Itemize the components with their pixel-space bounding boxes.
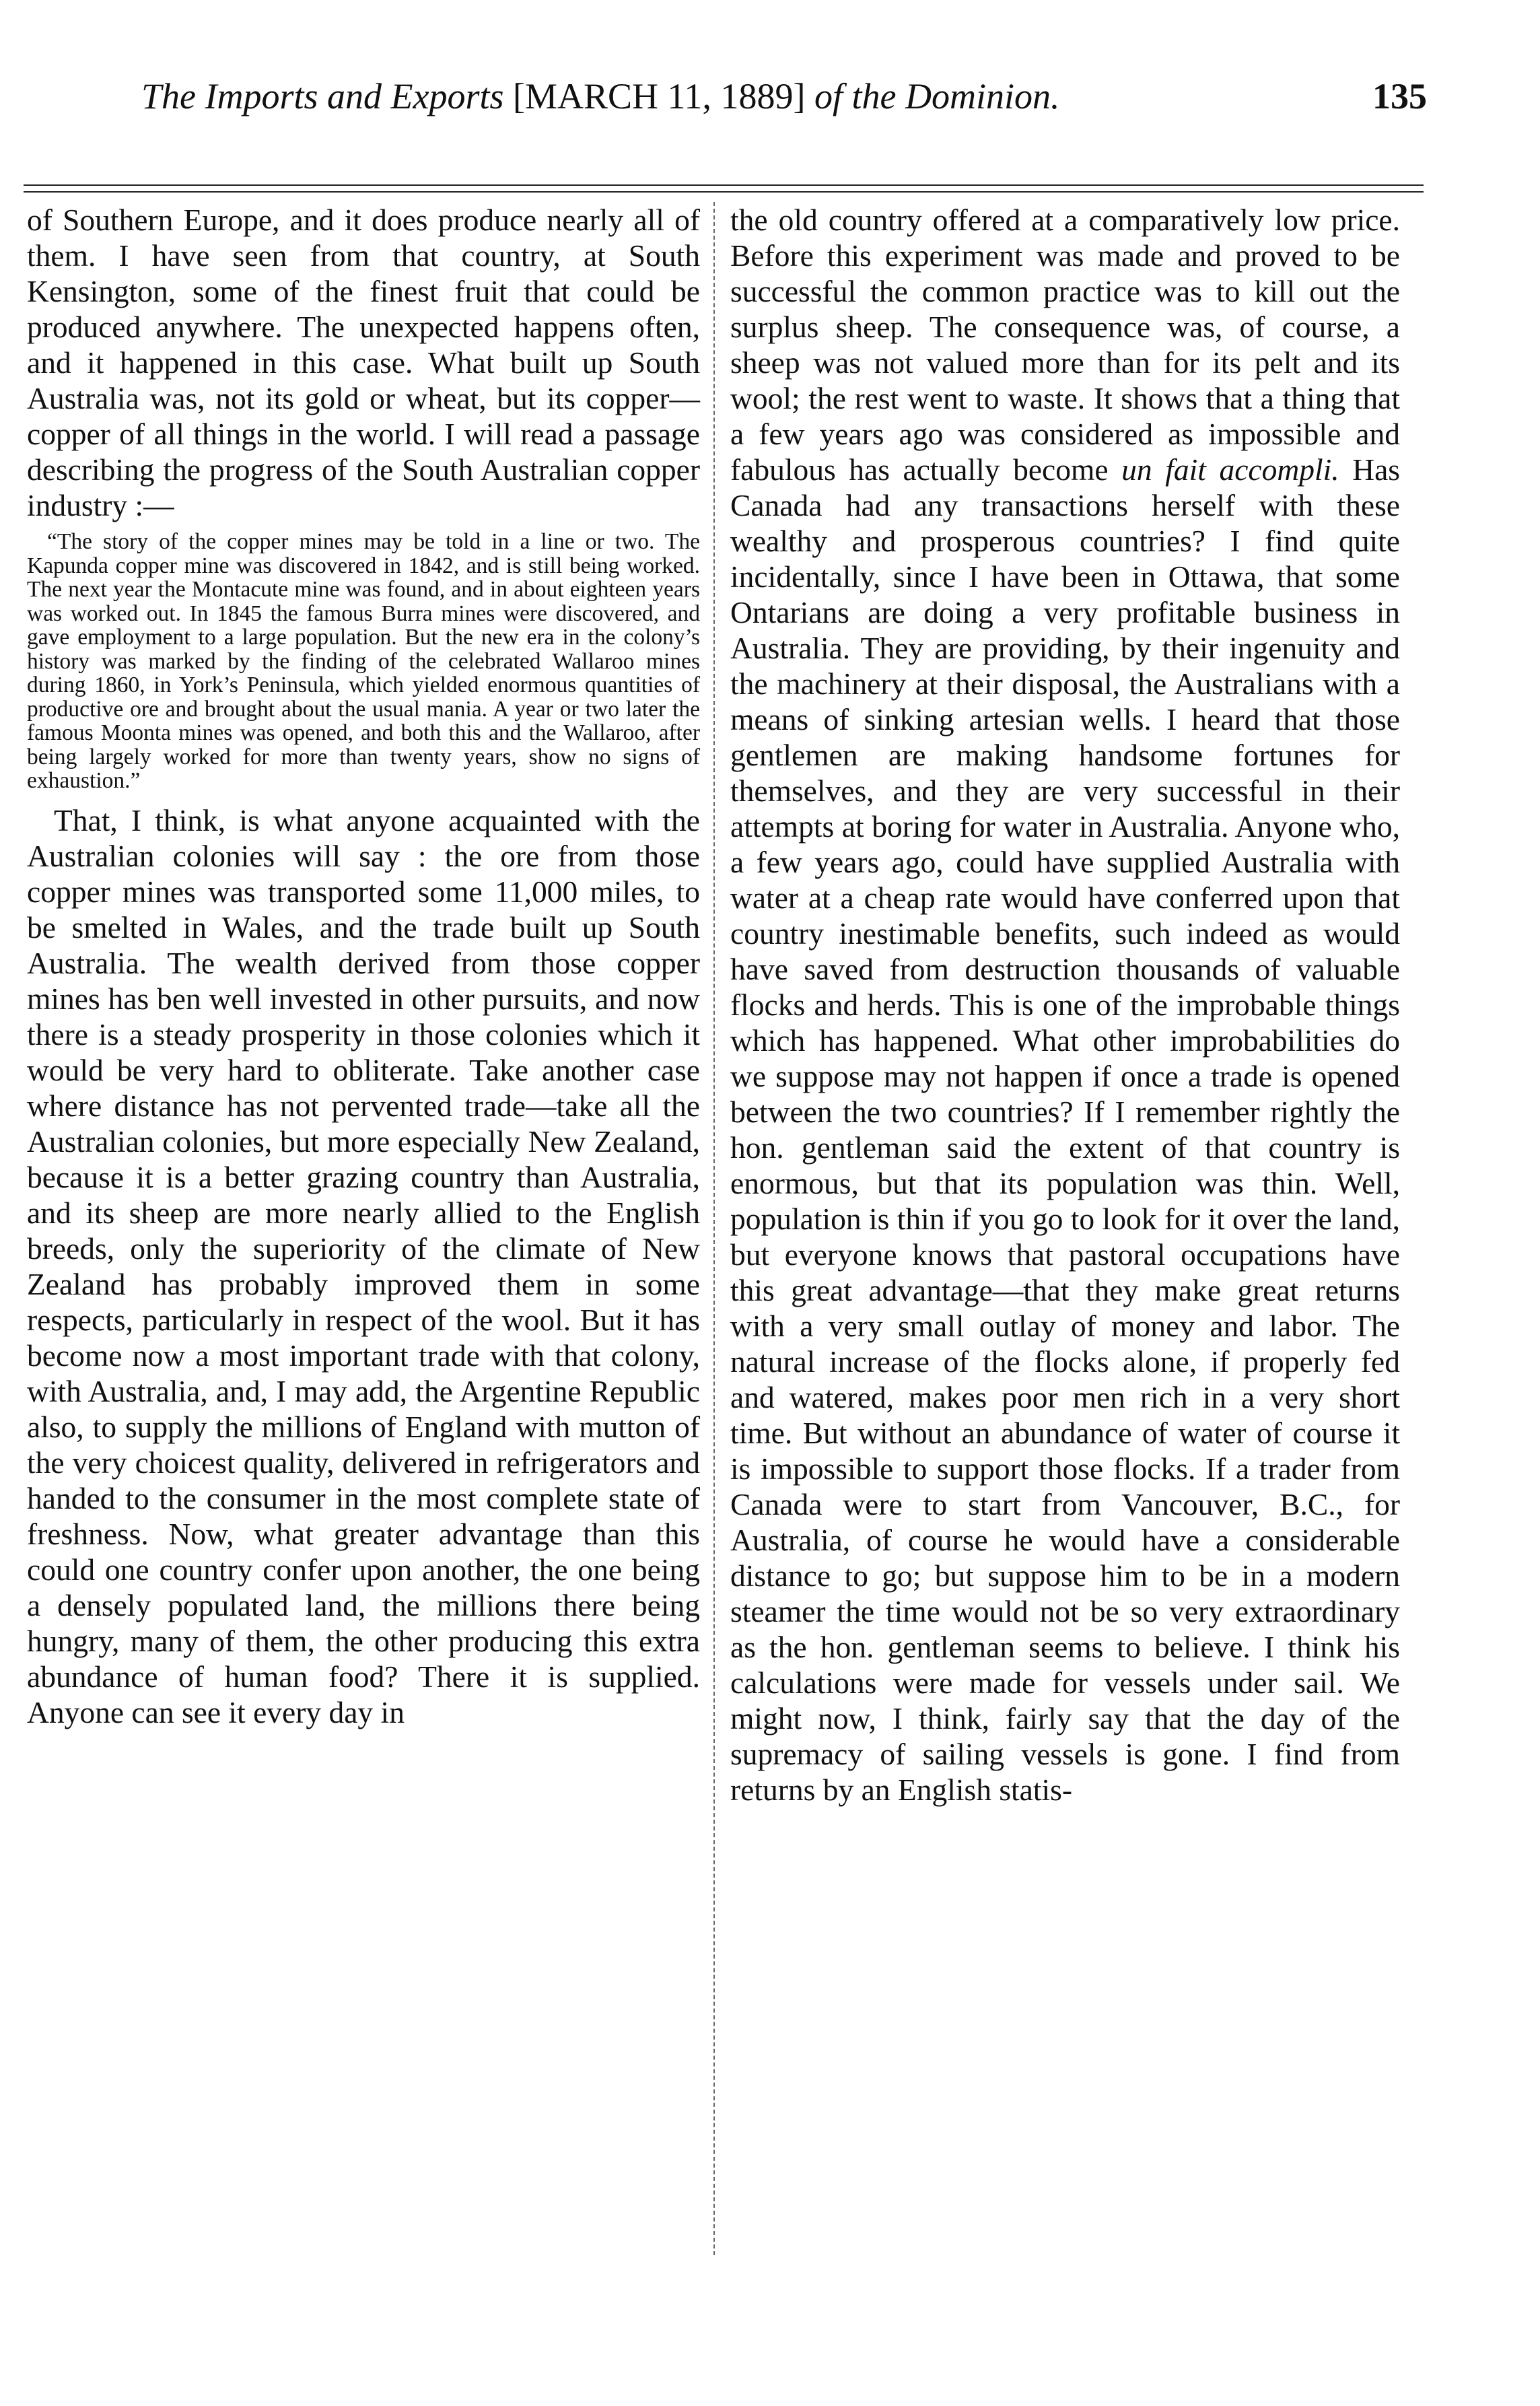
left-paragraph-2: That, I think, is what anyone acquainted with the Australian colonies will say : the ore from those copper mines was transported some 11,000 miles, to be smelted in Wales, and the trade built up South Australia. The wealth derived from those copper mines has ben well invested in other pursuits, and now there is a steady prosperity in those colonies which it would be very hard to obliterate. Take another case where distance has not pervented trade—take all the Australian colonies, but more especially New Zealand, because it is a better grazing country than Australia, and its sheep are more nearly allied to the English breeds, only the superiority of the climate of New Zealand has probably improved them in some respects, particularly in respect of the wool. But it has become now a most important trade with that colony, with Australia, and, I may add, the Argentine Republic also, to supply the millions of England with mutton of the very choicest quality, delivered in refrigerators and handed to the consumer in the most complete state of freshness. Now, what greater advantage than this could one country confer upon another, the one being a densely populated land, the millions there being hungry, many of them, the other producing this extra abundance of human food? There it is supplied. Anyone can see it every day in [27,802,700,1729]
running-title-part2: of the Dominion. [814,76,1060,116]
right-text-b: Has Canada had any transactions herself with these wealthy and prosperous countries? I find quite incidentally, since I have been in Ottawa, that some Ontarians are doing a very profitable business in Australia. They are providing, by their ingenuity and the machinery at their disposal, the Australians with a means of sinking artesian wells. I heard that those gentlemen are making handsome fortunes for themselves, and they are very successful in their attempts at boring for water in Australia. Anyone who, a few years ago, could have supplied Australia with water at a cheap rate would have conferred upon that country inestimable benefits, such indeed as would have saved from destruction thousands of valuable flocks and herds. This is one of the improbable things which has happened. What other improbabilities do we suppose may not happen if once a trade is opened between the two countries? If I remember rightly the hon. gentleman said the extent of that country is enormous, but that its population was thin. Well, population is thin if you go to look for it over the land, but everyone knows that pastoral occupations have this great advantage—that they make great returns with a very small outlay of money and labor. The natural increase of the flocks alone, if properly fed and watered, makes poor men rich in a very short time. But without an abundance of water of course it is impossible to support those flocks. If a trader from Canada were to start from Vancouver, B.C., for Australia, of course he would have a considerable distance to go; but suppose him to be in a modern steamer the time would not be so very extraordinary as the hon. gentleman seems to believe. I think his calculations were made for vessels under sail. We might now, I think, fairly say that the day of the supremacy of sailing vessels is gone. I find from returns by an English statis- [730,452,1400,1807]
running-title-date: [MARCH 11, 1889] [513,76,806,116]
right-text-a: the old country offered at a comparatively low price. Before this experiment was made and proved to be successful the common practice was to kill out the surplus sheep. The consequence was, of course, a sheep was not valued more than for its pelt and its wool; the rest went to waste. It shows that a thing that a few years ago was considered as impossible and fabulous has actually become [730,203,1400,487]
running-title [141,59,1060,133]
right-text-italic: un fait accompli. [1121,452,1339,487]
running-title-part1: The Imports and Exports [141,76,504,116]
column-divider [713,202,715,2255]
right-paragraph-1 [730,202,1400,1808]
page-number: 135 [1372,76,1427,116]
header-rule-bottom [24,191,1424,193]
block-quote: “The story of the copper mines may be told in a line or two. The Kapunda copper mine was discovered in 1842, and is still being worked. The next year the Montacute mine was found, and in about eighteen years was worked out. In 1845 the famous Burra mines were discovered, and gave employment to a large population. But the new era in the colony’s history was marked by the finding of the celebrated Wallaroo mines during 1860, in York’s Peninsula, which yielded enormous quantities of productive ore and brought about the usual mania. A year or two later the famous Moonta mines was opened, and both this and the Wallaroo, after being largely worked for more than twenty years, show no signs of exhaustion.” [27,529,700,793]
left-column [27,202,700,1730]
right-column [730,202,1400,1808]
header-rule-top [24,184,1424,186]
page-header [101,59,1427,133]
left-paragraph-1: of Southern Europe, and it does produce nearly all of them. I have seen from that country, at South Kensington, some of the finest fruit that could be produced anywhere. The unexpected happens often, and it happened in this case. What built up South Australia was, not its gold or wheat, but its copper—copper of all things in the world. I will read a passage describing the progress of the South Australian copper industry :— [27,203,700,522]
